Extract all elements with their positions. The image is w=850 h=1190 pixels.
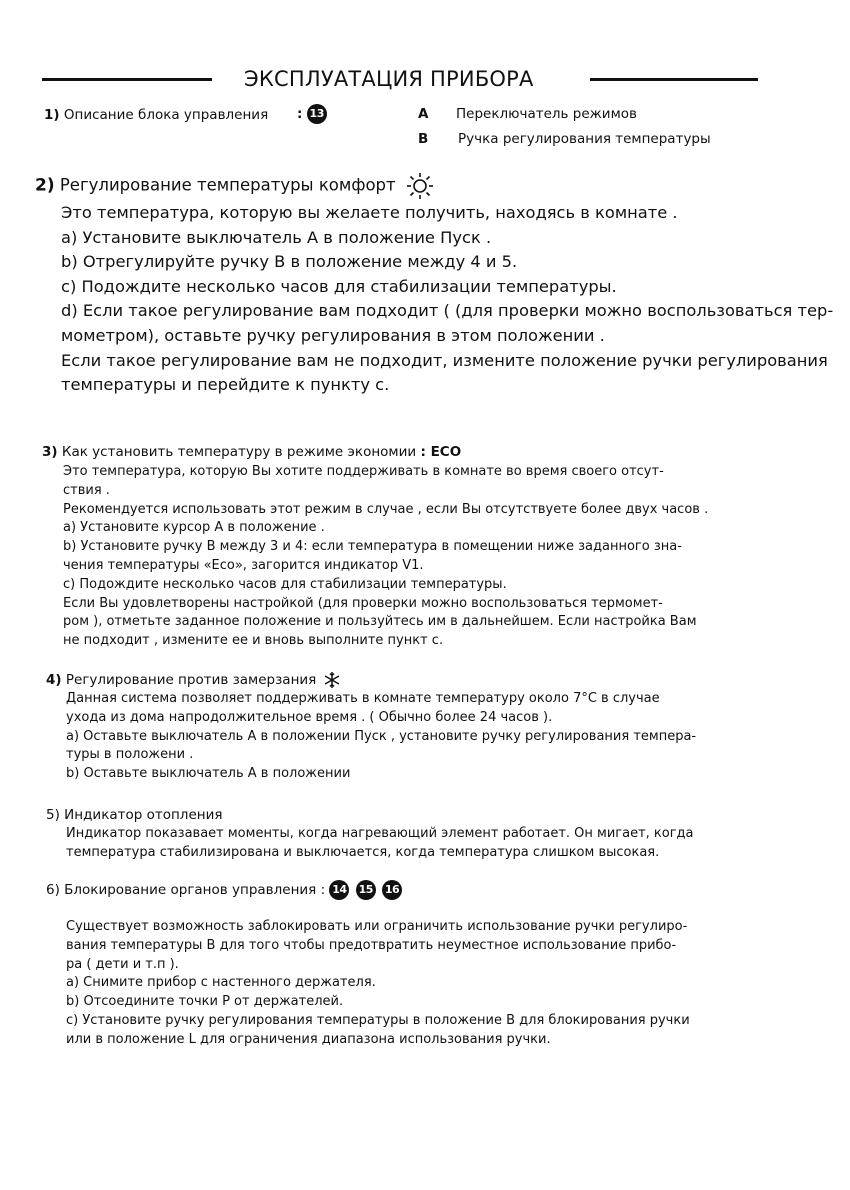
figure-badge-13: 13 — [307, 104, 327, 124]
section-3-line: чения температуры «Eco», загорится индикатор V1. — [63, 557, 424, 573]
section-3-body — [63, 463, 708, 651]
control-key-a: A — [418, 106, 429, 122]
section-6-number: 6) — [46, 882, 60, 898]
section-2-body — [61, 201, 833, 398]
section-4-line: Данная система позволяет поддерживать в комнате температуру около 7°C в случае — [66, 691, 660, 706]
section-1-heading — [44, 107, 268, 123]
section-4-number: 4) — [46, 672, 62, 688]
section-1-number: 1) — [44, 107, 60, 123]
figure-badge-15: 15 — [356, 880, 376, 900]
section-6-line: Существует возможность заблокировать или ограничить использование ручки регулиро- — [66, 919, 688, 934]
section-2-line: мометром), оставьте ручку регулирования в этом положении . — [61, 325, 605, 345]
section-4-body — [66, 690, 696, 784]
figure-badge-16: 16 — [382, 880, 402, 900]
section-3-line: b) Установите ручку B между 3 и 4: если температура в помещении ниже заданного зна- — [63, 539, 682, 555]
section-5-body — [66, 825, 694, 863]
snowflake-icon — [323, 671, 341, 689]
section-2-line: b) Отрегулируйте ручку B в положение между 4 и 5. — [61, 252, 518, 272]
page-title: ЭКСПЛУАТАЦИЯ ПРИБОРА — [244, 67, 534, 91]
section-6-line: или в положение L для ограничения диапазона использования ручки. — [66, 1031, 551, 1047]
section-3-line: ром ), отметьте заданное положение и пользуйтесь им в дальнейшем. Если настройка Вам — [63, 614, 697, 630]
section-3-line: Это температура, которую Вы хотите поддерживать в комнате во время своего отсут- — [63, 464, 664, 479]
section-4-line: туры в положени . — [66, 747, 194, 763]
section-6-line: ра ( дети и т.п ). — [66, 956, 179, 972]
section-2-line: c) Подождите несколько часов для стабилизации температуры. — [61, 276, 617, 296]
control-item-b — [418, 131, 711, 147]
section-1-colon: : — [297, 106, 303, 122]
control-label-a: Переключатель режимов — [456, 106, 637, 122]
section-5-title: Индикатор отопления — [64, 807, 223, 823]
header-rule-right — [590, 78, 758, 81]
section-3-line: ствия . — [63, 482, 110, 498]
sun-icon — [405, 172, 435, 200]
section-2-title: Регулирование температуры комфорт — [59, 175, 396, 195]
section-2-line: Если такое регулирование вам не подходит, измените положение ручки регулирования — [61, 350, 828, 370]
section-6-line: b) Отсоедините точки P от держателей. — [66, 994, 344, 1010]
figure-badge-14: 14 — [329, 880, 349, 900]
control-key-b: B — [418, 131, 429, 147]
section-3-line: c) Подождите несколько часов для стабилизации температуры. — [63, 576, 507, 592]
section-5-line: Индикатор показавает моменты, когда нагревающий элемент работает. Он мигает, когда — [66, 826, 694, 841]
section-4-line: a) Оставьте выключатель A в положении Пуск , установите ручку регулирования темпера- — [66, 728, 697, 744]
section-2-line: температуры и перейдите к пункту c. — [61, 375, 390, 395]
section-6-line: вания температуры B для того чтобы предотвратить неуместное использование прибо- — [66, 937, 677, 953]
section-6-body — [66, 918, 690, 1050]
section-3-title: Как установить температуру в режиме экономии — [61, 444, 417, 460]
section-5-heading — [46, 807, 222, 823]
section-4-heading — [46, 671, 341, 689]
section-3-number: 3) — [42, 444, 58, 460]
section-3-line: a) Установите курсор A в положение . — [63, 520, 325, 536]
section-1-ref — [297, 104, 329, 124]
section-6-line: a) Снимите прибор с настенного держателя. — [66, 975, 376, 991]
header-rule-left — [42, 78, 212, 81]
section-1-label: Описание блока управления — [63, 107, 269, 123]
section-4-line: b) Оставьте выключатель A в положении — [66, 766, 351, 782]
control-label-b: Ручка регулирования температуры — [458, 131, 711, 147]
section-2-line: d) Если такое регулирование вам подходит ( (для проверки можно воспользоваться тер- — [61, 301, 834, 321]
control-item-a — [418, 106, 637, 122]
section-3-heading — [42, 444, 461, 460]
section-2-number: 2) — [35, 175, 55, 196]
section-5-line: температура стабилизирована и выключается, когда температура слишком высокая. — [66, 844, 660, 860]
section-2-line: Это температура, которую вы желаете получить, находясь в комнате . — [61, 203, 678, 222]
section-6-title: Блокирование органов управления : — [64, 882, 326, 898]
section-6-heading — [46, 880, 404, 900]
section-3-line: Рекомендуется использовать этот режим в случае , если Вы отсутствуете более двух часов . — [63, 501, 709, 517]
section-6-line: c) Установите ручку регулирования температуры в положение B для блокирования ручки — [66, 1012, 690, 1028]
section-2-line: a) Установите выключатель A в положение Пуск . — [61, 227, 492, 247]
section-2-heading — [35, 172, 435, 200]
section-4-line: ухода из дома напродолжительное время . ( Обычно более 24 часов ). — [66, 709, 553, 725]
section-5-number: 5) — [46, 807, 60, 823]
section-4-title: Регулирование против замерзания — [65, 672, 317, 688]
section-3-line: Если Вы удовлетворены настройкой (для проверки можно воспользоваться термомет- — [63, 595, 663, 611]
eco-mode-label: : ECO — [420, 444, 462, 460]
section-3-line: не подходит , измените ее и вновь выполните пункт c. — [63, 633, 444, 649]
